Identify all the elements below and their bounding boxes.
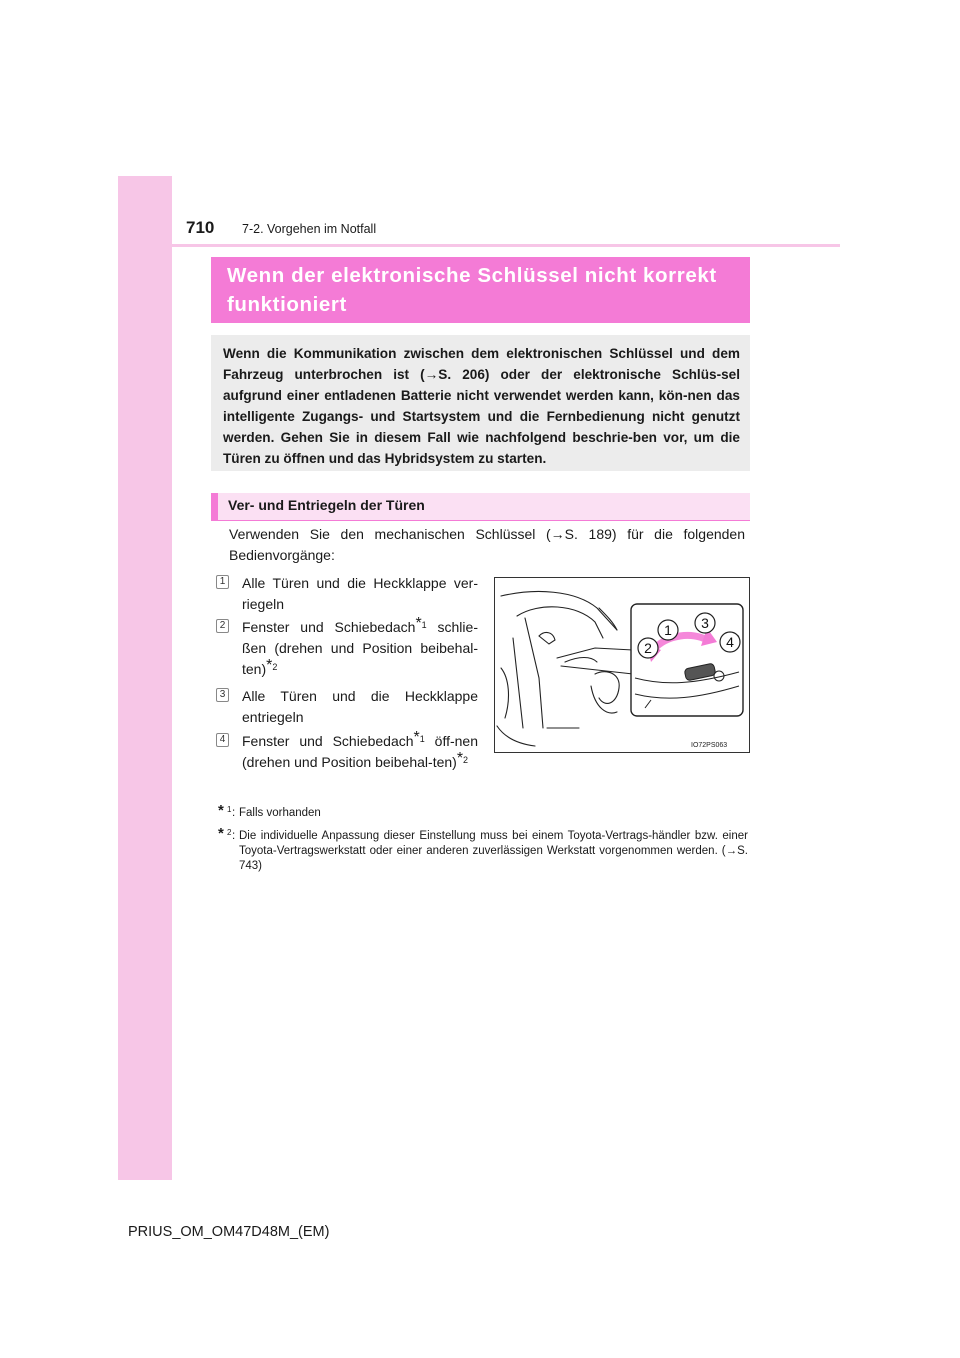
footer-doc-code: PRIUS_OM_OM47D48M_(EM) [128,1224,330,1240]
step-text: Alle Türen und die Heckklappe ver-riegeln [242,575,478,612]
step-text-part: öff-nen (drehen und Position beibehal-ten) [242,733,478,770]
step-text: Alle Türen und die Heckklappe entriegeln [242,688,478,725]
footnote-number: 1 [227,805,232,814]
callout-3: 3 [701,615,709,631]
footnote-mark: * [218,825,224,842]
body-text: Verwenden Sie den mechanischen Schlüssel (→S. 189) für die folgenden Bedienvorgänge: [229,526,745,563]
car-door-drawing [495,578,749,752]
step-text-part: schlie-ßen (drehen und Position beibehal-ten) [242,619,478,677]
page-number: 710 [186,218,215,237]
footnote-ref: *2 [456,749,469,767]
subheading-accent [211,493,218,520]
detail-inset [631,604,743,716]
footnote-ref: *1 [413,728,425,746]
callout-2: 2 [644,640,652,656]
callout-1: 1 [664,622,672,638]
key-illustration [494,577,750,753]
side-color-band [118,176,172,1180]
intro-box [211,335,750,471]
step-text [242,728,478,773]
intro-text: Wenn die Kommunikation zwischen dem elektronischen Schlüssel und dem Fahrzeug unterbrochen ist (→S. 206) oder der elektronische Schlüs-sel aufgrund einer entladenen Batterie nicht verwendet werden kann, kön-nen das intelligente Zugangs- und Startsystem und die Fernbedienung nicht genutzt werden. Gehen Sie in diesem Fall wie nachfolgend beschrie-ben vor, um die Türen zu öffnen und das Hybridsystem zu starten. [223,346,740,466]
step-text [242,614,478,680]
footnote-ref: *2 [266,656,278,674]
step-number-badge: 4 [216,733,229,747]
step-text-part: Fenster und Schiebedach [242,733,414,749]
step-number-badge: 3 [216,688,229,702]
step-text-part: Fenster und Schiebedach [242,619,416,635]
footnote-ref: *1 [415,614,427,632]
footnote-mark: * [218,802,224,819]
step-number-badge: 2 [216,619,229,633]
subheading-bar [211,493,750,521]
footnote-text: Falls vorhanden [239,807,321,819]
callout-4: 4 [726,634,734,650]
title-banner [211,257,750,323]
footnote-number: 2 [227,828,232,837]
header-rule [172,244,840,247]
footnote-text: Die individuelle Anpassung dieser Einstellung muss bei einem Toyota-Vertrags-händler bzw. einer Toyota-Vertragswerkstatt oder einer anderen zuverlässigen Werkstatt vorgenommen werden. (→S. 743) [239,830,748,872]
section-label: 7-2. Vorgehen im Notfall [242,222,377,236]
page-title: Wenn der elektronische Schlüssel nicht korrekt funktioniert [227,264,717,316]
subheading-text: Ver- und Entriegeln der Türen [228,497,425,513]
step-number-badge: 1 [216,575,229,589]
figure-code: IO72PS063 [691,742,728,749]
